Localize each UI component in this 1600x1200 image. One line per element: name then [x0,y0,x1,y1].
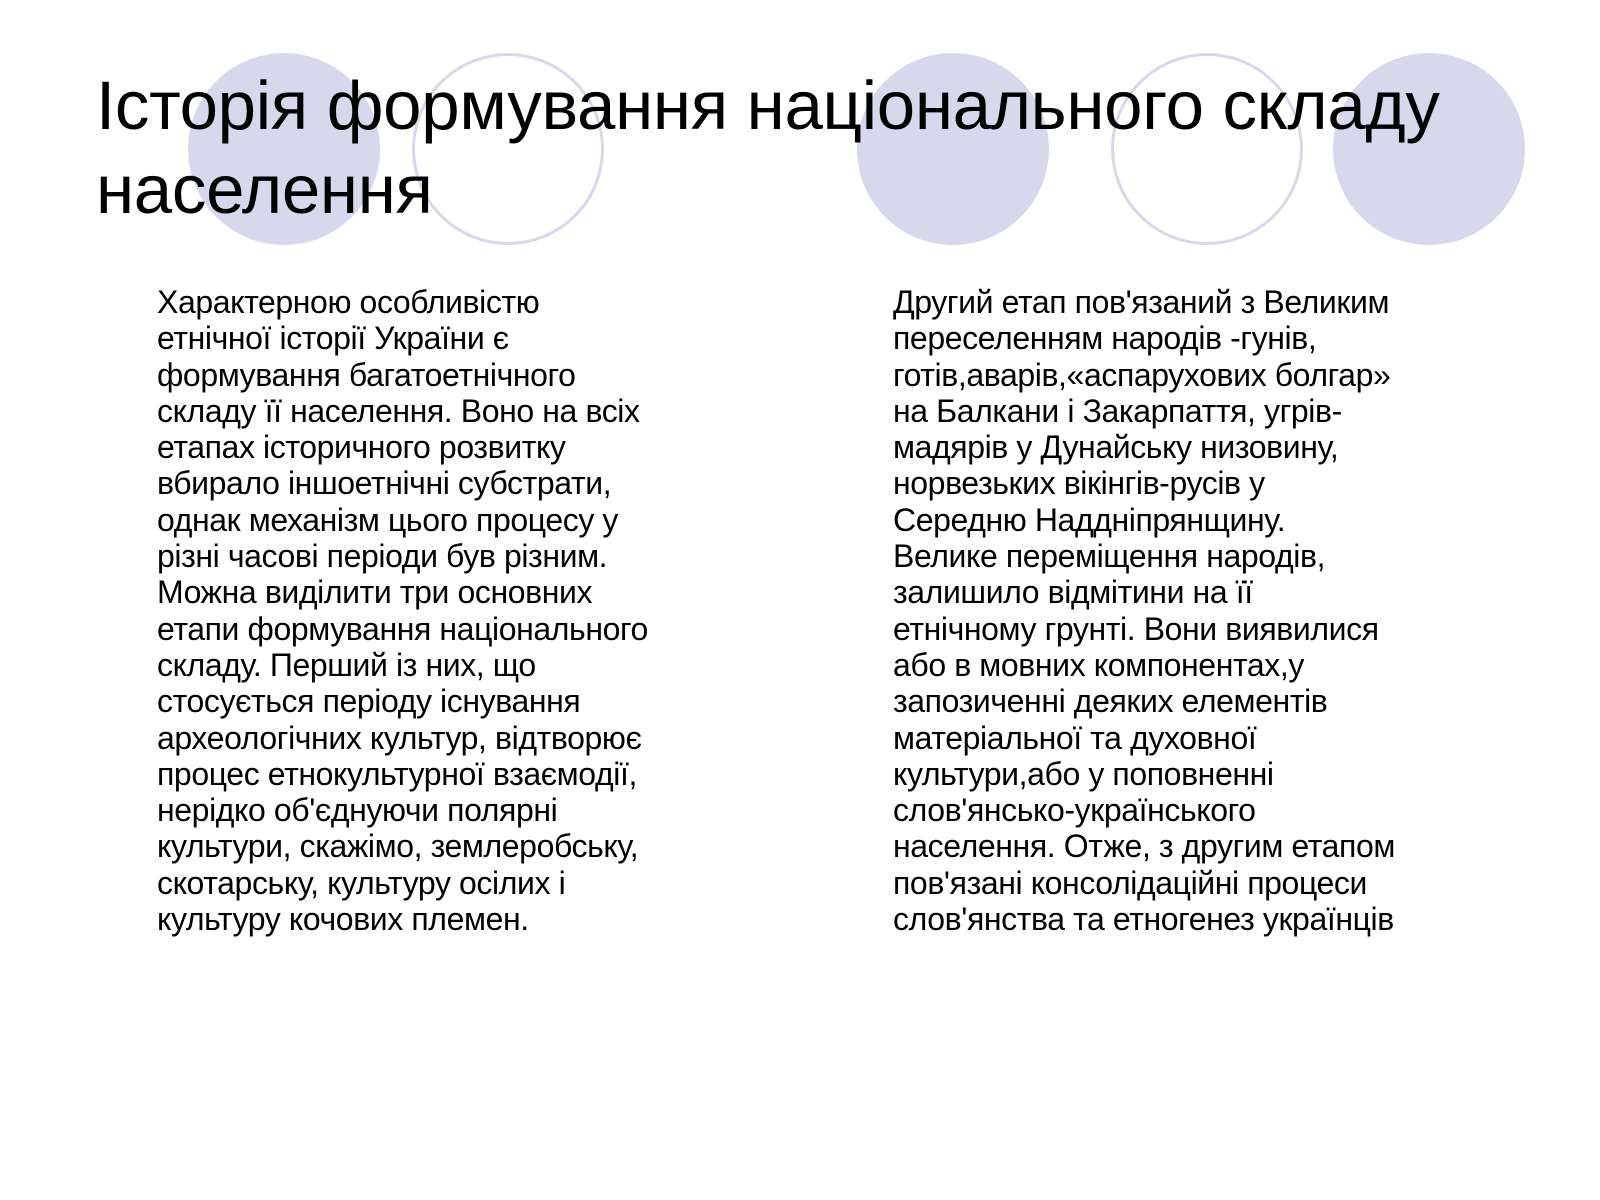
right-text-column: Другий етап пов'язаний з Великим переселенням народів -гунів, готів,аварів,«аспарухових болгар» на Балкани і Закарпаття, угрів- мадярів у Дунайську низовину, норвезьких вікінгів-русів у Середню Наддніпрянщину. Велике переміщення народів, залишило відмітини на її етнічному грунті. Вони виявилися або в мовних компонентах,у запозиченні деяких елементів матеріальної та духовної культури,або у поповненні слов'янсько-українського населення. Отже, з другим етапом пов'язані консолідаційні процеси слов'янства та етногенез українців [893,284,1395,938]
slide-title: Історія формування національного складу населення [96,67,1440,229]
left-text-column: Характерною особливістю етнічної історії України є формування багатоетнічного складу її населення. Воно на всіх етапах історичного розвитку вбирало іншоетнічні субстрати, однак механізм цього процесу у різні часові періоди був різним. Можна виділити три основних етапи формування національного складу. Перший із них, що стосується періоду існування археологічних культур, відтворює процес етнокультурної взаємодії, нерідко об'єднуючи полярні культури, скажімо, землеробську, скотарську, культуру осілих і культуру кочових племен. [157,284,648,938]
